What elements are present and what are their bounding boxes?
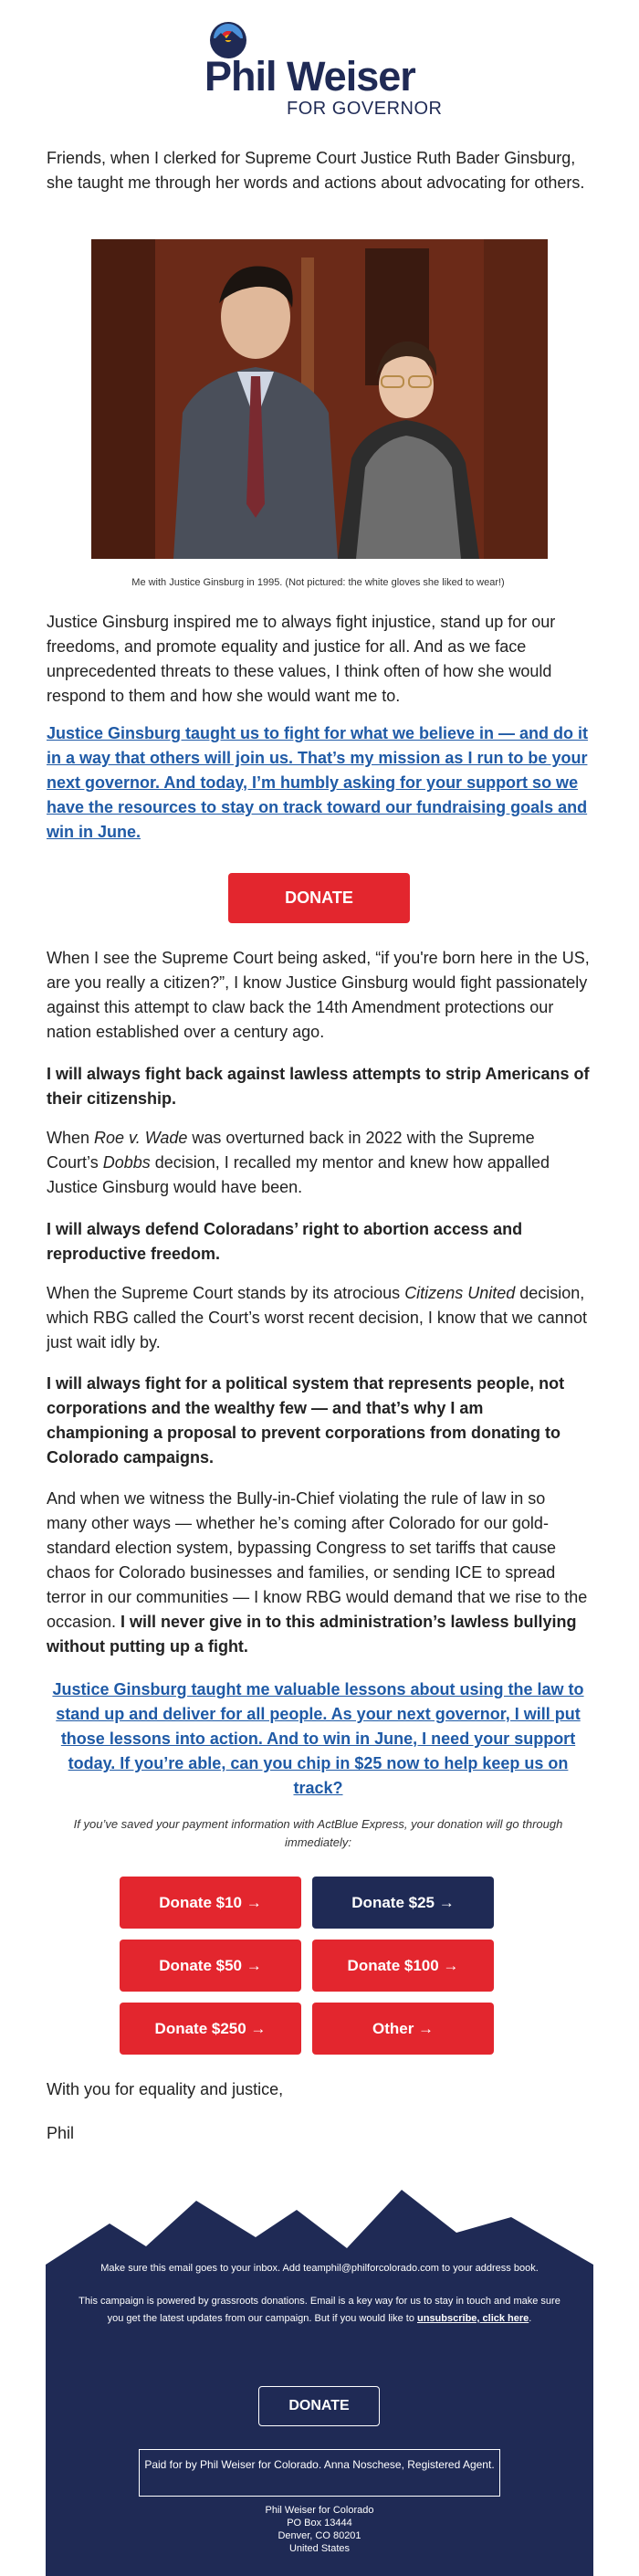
- paragraph-citizenship: When I see the Supreme Court being asked, “if you're born here in the US, are you really a citizen?”, I know Justice Ginsburg would fight passionately against this attempt to claw back the 14th Amendment protections our nation established over a century ago.: [47, 949, 590, 1041]
- donate-100-button[interactable]: Donate $100 →: [312, 1940, 494, 1992]
- text-span: decision, I recalled my mentor and knew how appalled Justice Ginsburg would have been.: [47, 1153, 550, 1196]
- footer-donate-button[interactable]: DONATE: [258, 2386, 380, 2426]
- donate-link-fight[interactable]: Justice Ginsburg taught us to fight for what we believe in — and do it in a way that others will join us. That’s my mission as I run to be your next governor. And today, I’m humbly asking for your support so we have the resources to stay on track toward our fundraising goals and win in June.: [47, 724, 589, 841]
- donate-250-button[interactable]: Donate $250 →: [120, 2003, 301, 2055]
- intro-paragraph: Friends, when I clerked for Supreme Court Justice Ruth Bader Ginsburg, she taught me through her words and actions about advocating for others.: [47, 149, 585, 192]
- logo-subtitle: FOR GOVERNOR: [287, 99, 443, 119]
- mailing-address: [137, 2504, 502, 2555]
- case-name-dobbs: Dobbs: [102, 1153, 151, 1172]
- paragraph-citizens-united: [47, 1281, 590, 1355]
- statement-abortion: I will always defend Coloradans’ right to abortion access and reproductive freedom.: [47, 1220, 523, 1263]
- footer-inbox-note: Make sure this email goes to your inbox. Add teamphil@philforcolorado.com to your address book.: [100, 2263, 539, 2274]
- unsubscribe-link[interactable]: unsubscribe, click here: [417, 2313, 529, 2324]
- text-span: .: [529, 2313, 532, 2324]
- footer-grassroots-note: [78, 2293, 561, 2328]
- statement-citizenship: I will always fight back against lawless attempts to strip Americans of their citizenship.: [47, 1065, 590, 1108]
- statement-never-give-in: I will never give in to this administration’s lawless bullying without putting up a fight.: [47, 1613, 577, 1656]
- paid-for-disclaimer: Paid for by Phil Weiser for Colorado. Anna Noschese, Registered Agent.: [139, 2449, 500, 2497]
- text-span: When: [47, 1129, 95, 1147]
- photo-caption: Me with Justice Ginsburg in 1995. (Not pictured: the white gloves she liked to wear!): [131, 577, 505, 588]
- paragraph-roe: [47, 1126, 590, 1200]
- text-span: This campaign is powered by grassroots donations. Email is a key way for us to stay in touch and make sure you get the latest updates from our campaign. But if you would like to: [79, 2296, 560, 2324]
- text-span: was overturned back in 2022 with the Supreme Court’s: [47, 1129, 535, 1172]
- actblue-note: If you’ve saved your payment information with ActBlue Express, your donation will go through immediately:: [73, 1817, 563, 1849]
- signature: Phil: [47, 2124, 75, 2142]
- photo-with-justice-ginsburg: [91, 239, 548, 559]
- photo-illustration: [91, 239, 548, 559]
- signoff: With you for equality and justice,: [47, 2080, 284, 2098]
- text-span: decision, which RBG called the Court’s worst recent decision, I know that we cannot just wait idly by.: [47, 1284, 587, 1351]
- donate-other-button[interactable]: Other →: [312, 2003, 494, 2055]
- donate-10-button[interactable]: Donate $10 →: [120, 1877, 301, 1929]
- statement-political-system: I will always fight for a political system that represents people, not corporations and the wealthy few — and that’s why I am championing a proposal to prevent corporations from donating to Colorado campaigns.: [47, 1374, 565, 1467]
- donate-link-chip-in[interactable]: Justice Ginsburg taught me valuable lessons about using the law to stand up and deliver for all people. As your next governor, I will put those lessons into action. And to win in June, I need your support today. If you’re able, can you chip in $25 now to help keep us on track?: [52, 1680, 584, 1797]
- text-span: When the Supreme Court stands by its atrocious: [47, 1284, 405, 1302]
- logo-title: Phil Weiser: [204, 53, 415, 100]
- case-name-citizens-united: Citizens United: [404, 1284, 516, 1302]
- donate-50-button[interactable]: Donate $50 →: [120, 1940, 301, 1992]
- paragraph-bully-in-chief: [47, 1487, 590, 1659]
- donate-button[interactable]: DONATE: [228, 873, 410, 923]
- address-line: PO Box 13444: [287, 2518, 352, 2529]
- donate-25-button[interactable]: Donate $25 →: [312, 1877, 494, 1929]
- case-name-roe: Roe v. Wade: [94, 1129, 188, 1147]
- paragraph-inspired: Justice Ginsburg inspired me to always fight injustice, stand up for our freedoms, and promote equality and justice for all. And as we face unprecedented threats to these values, I think often of how she would respond to them and how she would want me to.: [47, 613, 556, 705]
- campaign-logo: [0, 11, 639, 119]
- text-span: And when we witness the Bully-in-Chief violating the rule of law in so many other ways — whether he’s coming after Colorado for our gold-standard election system, bypassing Congress to set tariffs that cause chaos for Colorado businesses and families, or sending ICE to spread terror in our communities — I know RBG would demand that we rise to the occasion.: [47, 1489, 588, 1631]
- address-line: Denver, CO 80201: [278, 2530, 361, 2541]
- address-line: United States: [288, 2543, 351, 2554]
- address-line: Phil Weiser for Colorado: [265, 2505, 374, 2516]
